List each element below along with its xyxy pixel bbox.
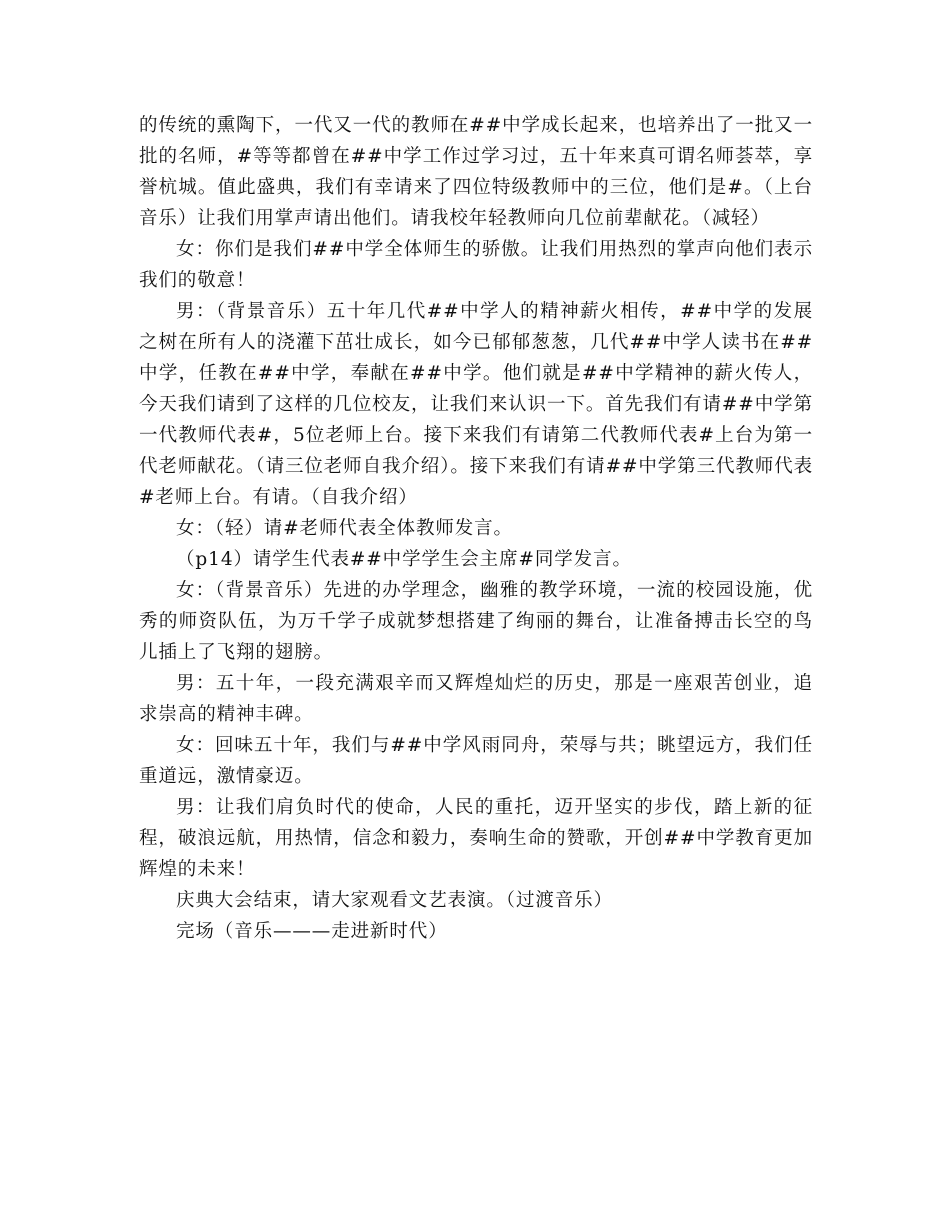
paragraph-3: 男：（背景音乐）五十年几代##中学人的精神薪火相传，##中学的发展之树在所有人的浇灌下茁壮成长，如今已郁郁葱葱，几代##中学人读书在##中学，任教在##中学，奉献在##中学。他们就是##中学精神的薪火传人，今天我们请到了这样的几位校友，让我们来认识一下。首先我们有请##中学第一代教师代表#，5位老师上台。接下来我们有请第二代教师代表#上台为第一代老师献花。（请三位老师自我介绍）。接下来我们有请##中学第三代教师代表#老师上台。有请。（自我介绍） xyxy=(139,301,813,508)
paragraph-6: 女：（背景音乐）先进的办学理念，幽雅的教学环境，一流的校园设施，优秀的师资队伍，为万千学子成就梦想搭建了绚丽的舞台，让准备搏击长空的鸟儿插上了飞翔的翅膀。 xyxy=(139,580,813,663)
paragraph-1: 的传统的熏陶下，一代又一代的教师在##中学成长起来，也培养出了一批又一批的名师，#等等都曾在##中学工作过学习过，五十年来真可谓名师荟萃，享誉杭城。值此盛典，我们有幸请来了四位特级教师中的三位，他们是#。（上台音乐）让我们用掌声请出他们。请我校年轻教师向几位前辈献花。（减轻） xyxy=(139,115,813,229)
paragraph-10: 庆典大会结束，请大家观看文艺表演。（过渡音乐） xyxy=(176,890,613,911)
document-body xyxy=(139,110,813,947)
paragraph-11: 完场（音乐———走进新时代） xyxy=(176,921,448,942)
paragraph-4: 女：（轻）请#老师代表全体教师发言。 xyxy=(176,518,513,539)
paragraph-9: 男：让我们肩负时代的使命，人民的重托，迈开坚实的步伐，踏上新的征程，破浪远航，用热情，信念和毅力，奏响生命的赞歌，开创##中学教育更加辉煌的未来！ xyxy=(139,797,813,880)
paragraph-7: 男：五十年，一段充满艰辛而又辉煌灿烂的历史，那是一座艰苦创业，追求崇高的精神丰碑。 xyxy=(139,673,813,725)
paragraph-5: （p14）请学生代表##中学学生会主席#同学发言。 xyxy=(176,549,632,570)
paragraph-2: 女：你们是我们##中学全体师生的骄傲。让我们用热烈的掌声向他们表示我们的敬意！ xyxy=(139,239,813,291)
paragraph-8: 女：回味五十年，我们与##中学风雨同舟，荣辱与共；眺望远方，我们任重道远，激情豪迈。 xyxy=(139,735,813,787)
